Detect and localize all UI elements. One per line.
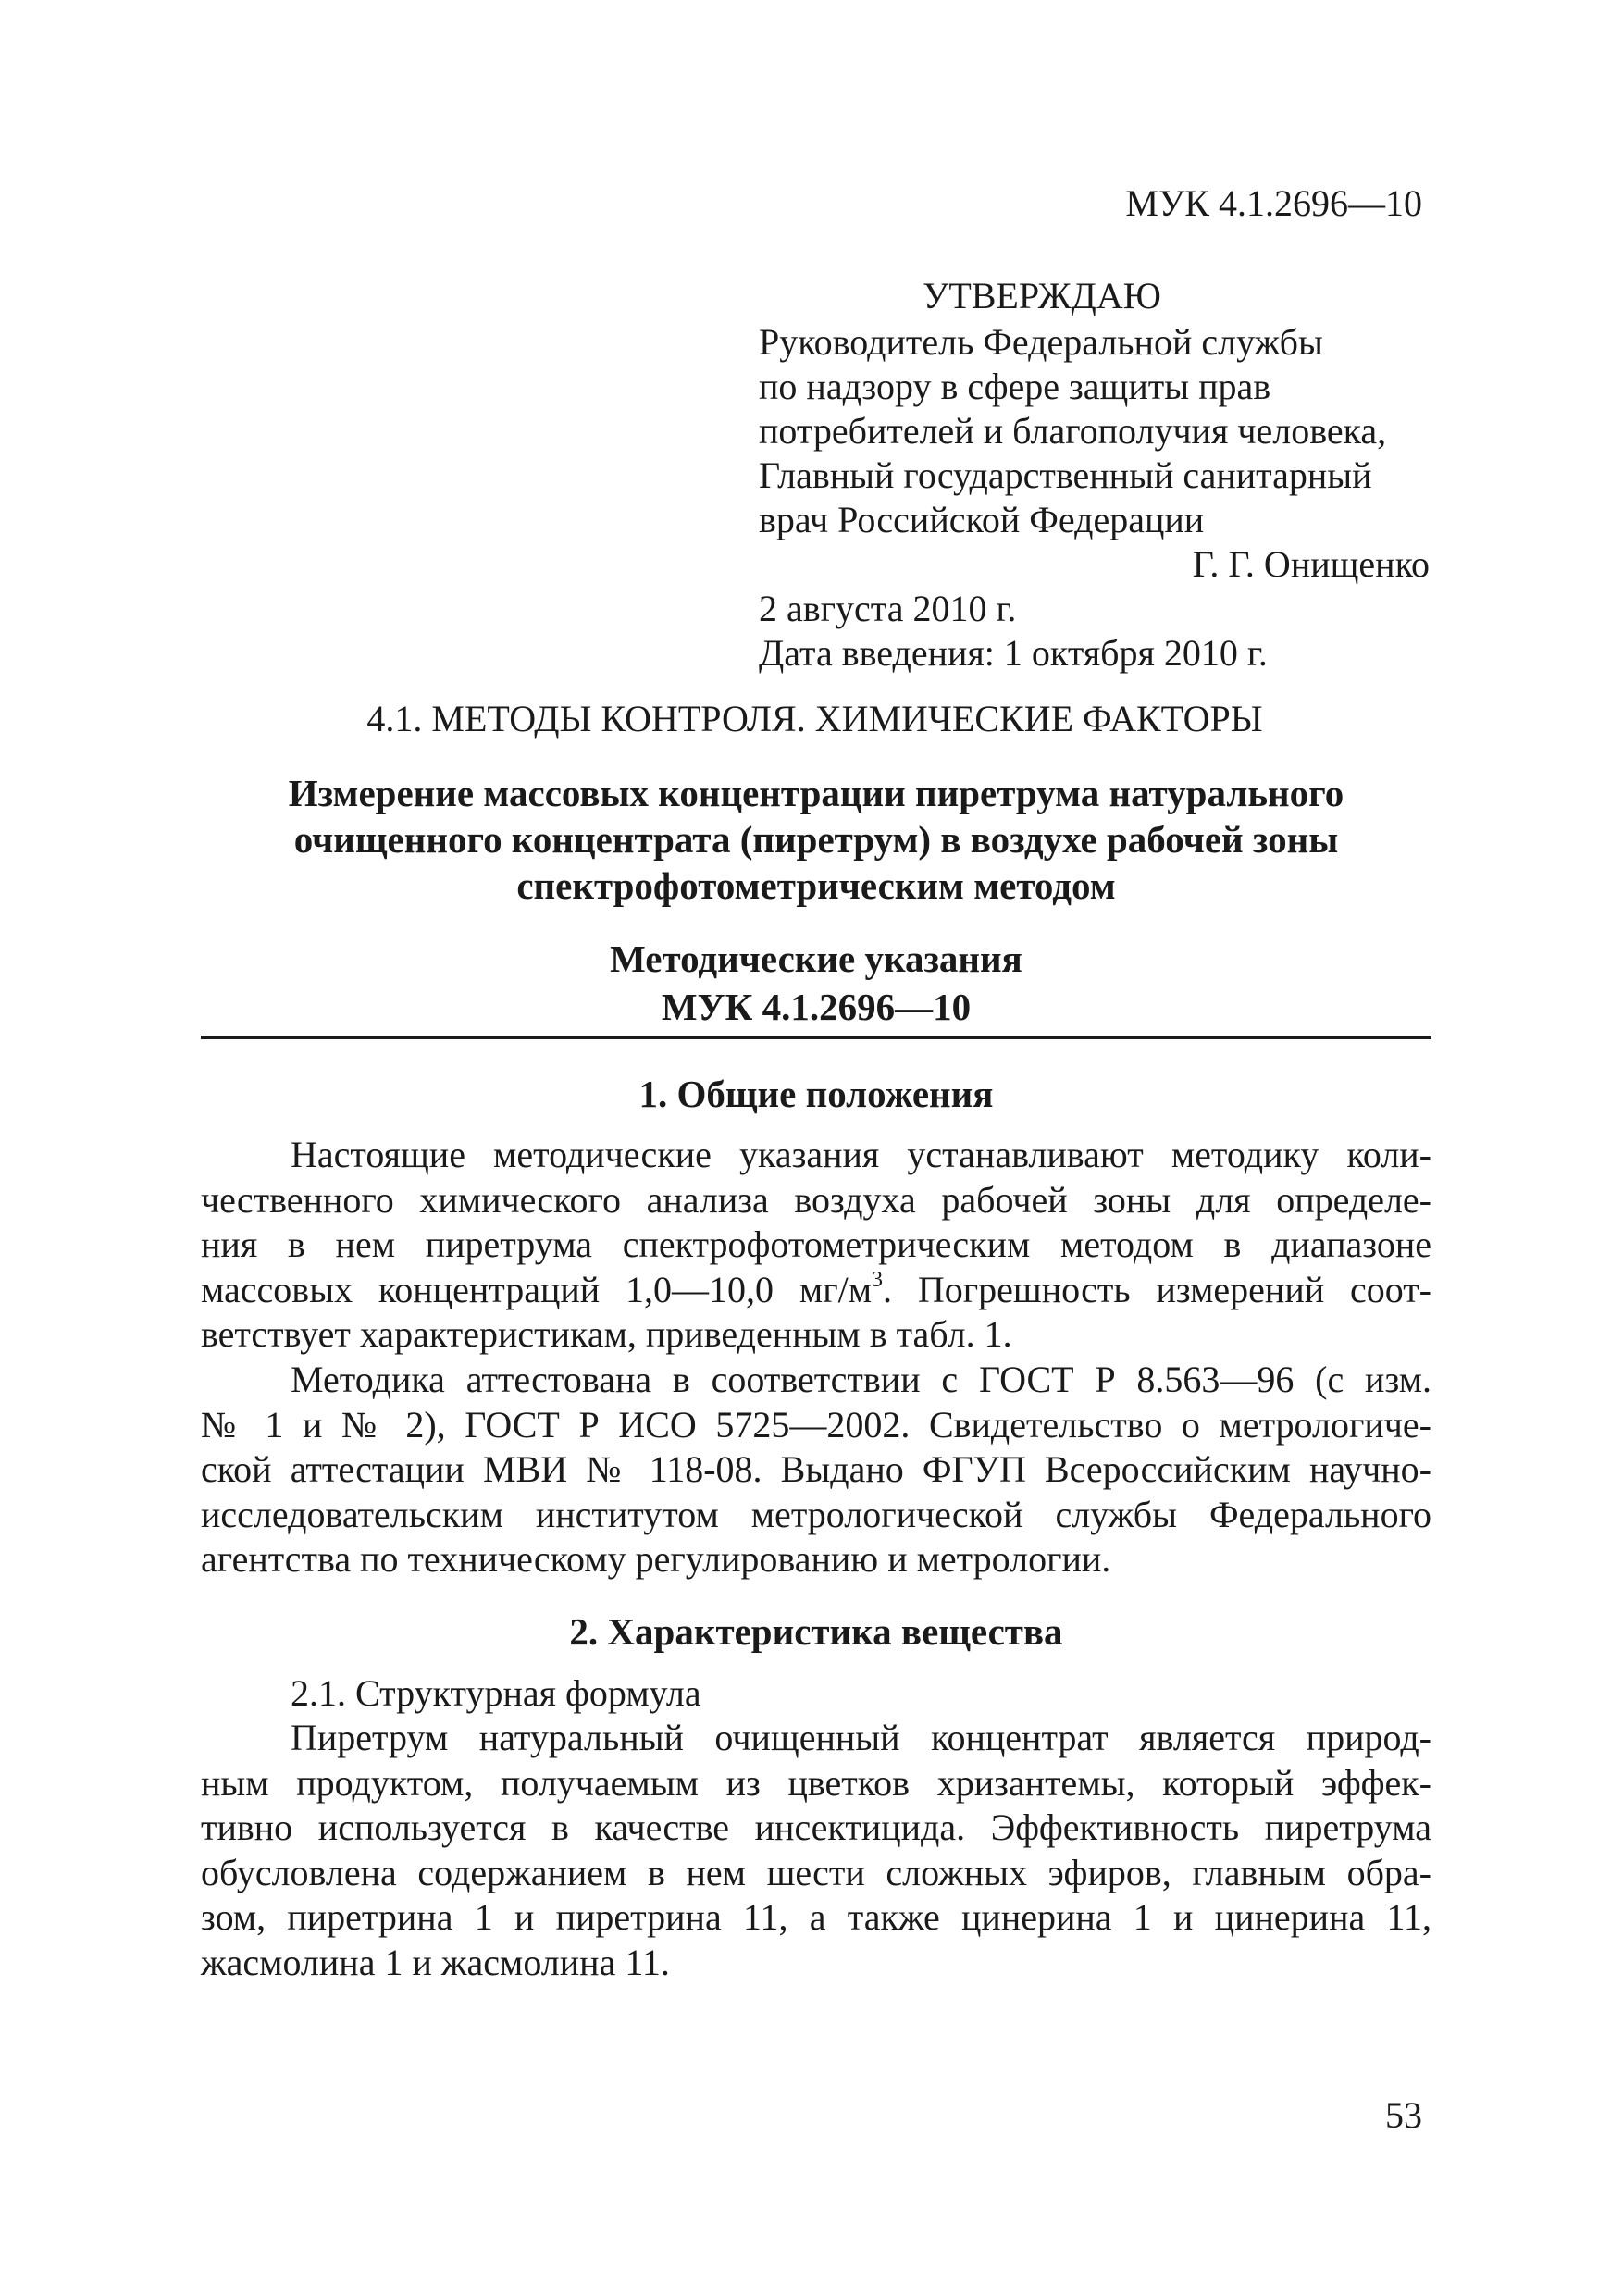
text-line: чественного химического анализа воздуха рабочей зоны для определе-: [201, 1178, 1431, 1221]
page-number: 53: [1385, 2094, 1422, 2136]
approval-signer: Г. Г. Онищенко: [1192, 543, 1430, 585]
text-line: Настоящие методические указания устанавливают методику коли-: [291, 1134, 1431, 1175]
text-line: № 1 и № 2), ГОСТ Р ИСО 5725—2002. Свидетельство о метрологиче-: [201, 1403, 1431, 1446]
text-line: Пиретрум натуральный очищенный концентрат является природ-: [291, 1717, 1431, 1758]
section-heading: 4.1. МЕТОДЫ КОНТРОЛЯ. ХИМИЧЕСКИЕ ФАКТОРЫ: [366, 698, 1263, 739]
approval-line: потребителей и благополучия человека,: [759, 410, 1387, 452]
superscript: 3: [872, 1267, 884, 1292]
text-fragment: . Погрешность измерений соот-: [883, 1268, 1431, 1310]
document-subtitle: [201, 935, 1431, 1031]
text-line: ветствует характеристикам, приведенным в табл. 1.: [201, 1313, 1012, 1355]
approval-title: УТВЕРЖДАЮ: [923, 275, 1161, 316]
title-line: очищенного концентрата (пиретрум) в воздухе рабочей зоны: [293, 818, 1339, 861]
text-line: жасмолина 1 и жасмолина 11.: [201, 1941, 670, 1983]
section-1-paragraph-2: [201, 1358, 1431, 1582]
title-line: спектрофотометрическим методом: [516, 864, 1116, 907]
text-line: агентства по техническому регулированию и метрологии.: [201, 1538, 1111, 1580]
document-code: МУК 4.1.2696—10: [1125, 182, 1422, 224]
section-1-heading: 1. Общие положения: [638, 1073, 994, 1115]
section-2-subheading-block: [201, 1671, 1431, 1717]
text-line: тивно используется в качестве инсектицида. Эффективность пиретрума: [201, 1806, 1431, 1848]
subtitle-line: Методические указания: [610, 937, 1022, 980]
effective-date: Дата введения: 1 октября 2010 г.: [759, 632, 1268, 674]
subsection-heading: 2.1. Структурная формула: [291, 1672, 701, 1714]
text-line: ным продуктом, получаемым из цветков хризантемы, который эффек-: [201, 1761, 1431, 1804]
approval-line: Руководитель Федеральной службы: [759, 321, 1323, 363]
text-line: зом, пиретрина 1 и пиретрина 11, а также цинерина 1 и цинерина 11,: [201, 1896, 1431, 1938]
text-line: [201, 1268, 1431, 1313]
text-line: исследовательским институтом метрологической службы Федерального: [201, 1493, 1431, 1535]
approval-block: [759, 274, 1430, 676]
text-line: Методика аттестована в соответствии с ГОСТ Р 8.563—96 (с изм.: [291, 1359, 1431, 1400]
text-line: ния в нем пиретрума спектрофотометрическим методом в диапазоне: [201, 1223, 1431, 1265]
document-title: [201, 770, 1431, 909]
approval-line: Главный государственный санитарный: [759, 454, 1372, 496]
approval-date: 2 августа 2010 г.: [759, 588, 1017, 629]
horizontal-rule: [201, 1036, 1431, 1039]
text-line: обусловлена содержанием в нем шести сложных эфиров, главным обра-: [201, 1851, 1431, 1893]
approval-line: врач Российской Федерации: [759, 499, 1205, 540]
subtitle-code: МУК 4.1.2696—10: [661, 986, 972, 1028]
section-2-heading: 2. Характеристика вещества: [569, 1610, 1063, 1653]
title-line: Измерение массовых концентрации пиретрума натурального: [288, 772, 1344, 814]
text-line: ской аттестации МВИ № 118-08. Выдано ФГУП Всероссийским научно-: [201, 1448, 1431, 1490]
text-fragment: массовых концентраций 1,0—10,0 мг/м: [201, 1268, 873, 1310]
approval-line: по надзору в сфере защиты прав: [759, 366, 1271, 407]
section-2-paragraph-1: [201, 1716, 1431, 1985]
section-1-paragraph-1: [201, 1133, 1431, 1358]
